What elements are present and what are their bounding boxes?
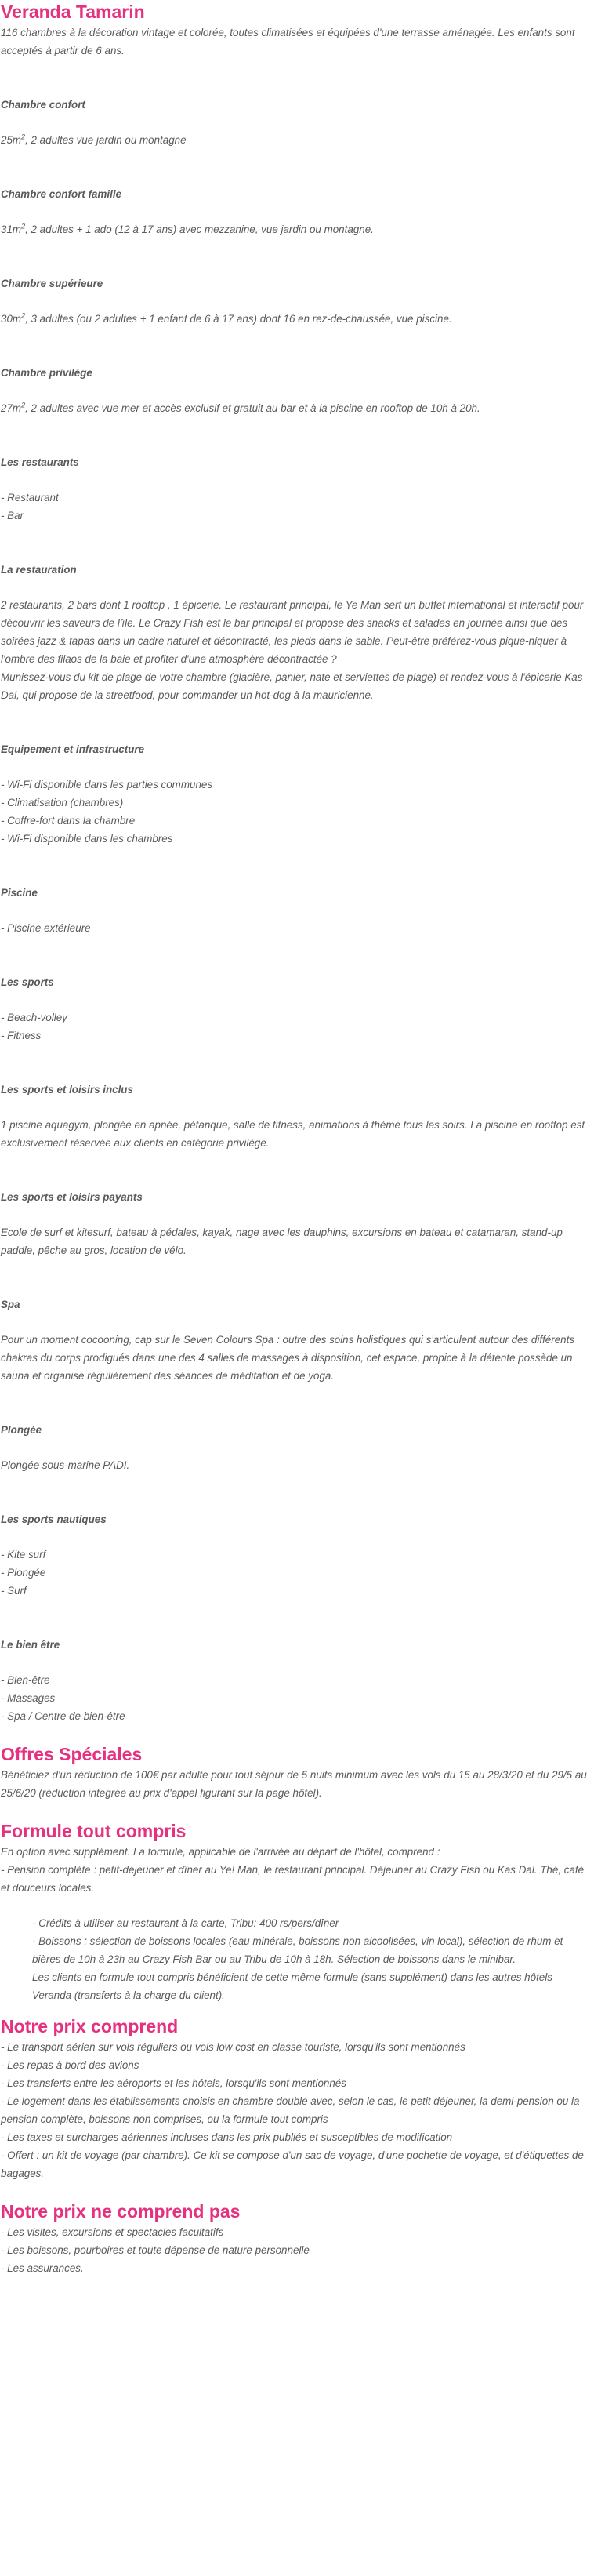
list-item: - Bar — [1, 510, 24, 521]
room-title: Chambre supérieure — [1, 278, 103, 289]
section-text: Plongée sous-marine PADI. — [1, 1459, 130, 1471]
list-item: - Fitness — [1, 1030, 42, 1041]
bien-etre-list — [1, 1671, 592, 1725]
section-title: Spa — [1, 1299, 20, 1310]
room-desc: $25m^2$, 2 adultes vue jardin ou montagne — [1, 133, 187, 146]
equipement-section — [1, 740, 592, 848]
comprend-list — [1, 2038, 592, 2182]
restauration-text: 2 restaurants, 2 bars dont 1 rooftop , 1 épicerie. Le restaurant principal, le Ye Man sert un buffet international et interactif pour découvrir les saveurs de l'île. Le Crazy Fish est le bar principal et propose des snacks et salades en journée ainsi que des soirées jazz & tapas dans un cadre naturel et décontracté, les pieds dans le sable. Peut-être préférez-vous pique-niquer à l'ombre des filaos de la baie et profiter d'une atmosphère décontractée ? — [1, 599, 584, 665]
section-text: 1 piscine aquagym, plongée en apnée, pétanque, salle de fitness, animations à thème tous les soirs. La piscine en rooftop est exclusivement réservée aux clients en catégorie privilège. — [1, 1119, 585, 1149]
section-title: Les sports et loisirs inclus — [1, 1084, 133, 1095]
sports-list — [1, 1008, 592, 1045]
list-item: - Coffre-fort dans la chambre — [1, 815, 136, 827]
section-title: Le bien être — [1, 1639, 60, 1651]
list-item: - Piscine extérieure — [1, 922, 91, 934]
list-item: - Beach-volley — [1, 1012, 67, 1023]
ne-comprend-title: Notre prix ne comprend pas — [1, 2201, 241, 2222]
list-item: - Kite surf — [1, 1549, 46, 1560]
list-item: - Bien-être — [1, 1674, 50, 1686]
formule-details — [1, 1914, 592, 2004]
ne-comprend-list — [1, 2223, 592, 2277]
formule-line: En option avec supplément. La formule, applicable de l'arrivée au départ de l'hôtel, comprend : — [1, 1846, 440, 1858]
formule-detail: - Crédits à utiliser au restaurant à la carte, Tribu: 400 rs/pers/dîner — [32, 1917, 339, 1929]
list-item: - Wi-Fi disponible dans les chambres — [1, 833, 173, 845]
nautiques-list — [1, 1546, 592, 1600]
list-item: - Surf — [1, 1585, 27, 1597]
formule-detail: - Boissons : sélection de boissons locales (eau minérale, boissons non alcoolisées, vin local), sélection de rhum et bières de 10h à 23h au Crazy Fish Bar ou au Tribu de 10h à 18h. Sélection de boissons dans le minibar. — [32, 1935, 563, 1965]
nautiques-section — [1, 1510, 592, 1600]
sports-inclus-section — [1, 1081, 592, 1152]
list-item: - Plongée — [1, 1567, 46, 1579]
ne-comprend-section — [1, 2200, 592, 2277]
sports-payants-section — [1, 1188, 592, 1259]
hotel-title: Veranda Tamarin — [1, 2, 145, 22]
section-text: Bénéficiez d'un réduction de 100€ par adulte pour tout séjour de 5 nuits minimum avec les vols du 15 au 28/3/20 et du 29/5 au 25/6/20 (réduction integrée au prix d'appel figurant sur la page hôtel). — [1, 1769, 587, 1799]
section-title: Les sports — [1, 976, 54, 988]
comprend-section — [1, 2015, 592, 2182]
list-item: - Les taxes et surcharges aériennes incluses dans les prix publiés et susceptibles de modification — [1, 2131, 453, 2143]
list-item: - Offert : un kit de voyage (par chambre). Ce kit se compose d'un sac de voyage, d'une pochette de voyage, et d'étiquettes de bagages. — [1, 2149, 584, 2179]
list-item: - Le transport aérien sur vols réguliers ou vols low cost en classe touriste, lorsqu'ils sont mentionnés — [1, 2041, 465, 2053]
section-text: Ecole de surf et kitesurf, bateau à pédales, kayak, nage avec les dauphins, excursions en bateau et catamaran, stand-up paddle, pêche au gros, location de vélo. — [1, 1226, 563, 1256]
room-desc: $31m^2$, 2 adultes + 1 ado (12 à 17 ans) avec mezzanine, vue jardin ou montagne. — [1, 222, 374, 235]
room-title: Chambre confort — [1, 99, 85, 111]
bien-etre-section — [1, 1636, 592, 1725]
section-title: Plongée — [1, 1424, 42, 1436]
list-item: - Wi-Fi disponible dans les parties communes — [1, 779, 213, 790]
section-title: Les sports nautiques — [1, 1513, 107, 1525]
restauration-section — [1, 561, 592, 704]
piscine-section — [1, 884, 592, 937]
list-item: - Climatisation (chambres) — [1, 797, 124, 808]
sports-section — [1, 973, 592, 1045]
spa-section — [1, 1295, 592, 1385]
list-item: - Les transferts entre les aéroports et les hôtels, lorsqu'ils sont mentionnés — [1, 2077, 346, 2089]
list-item: - Restaurant — [1, 492, 59, 503]
room-confort — [1, 96, 592, 149]
formule-detail: Les clients en formule tout compris bénéficient de cette même formule (sans supplément) dans les autres hôtels Veranda (transferts à la charge du client). — [32, 1971, 552, 2001]
restaurants-list — [1, 489, 592, 525]
list-item: - Les repas à bord des avions — [1, 2059, 139, 2071]
section-text: Pour un moment cocooning, cap sur le Seven Colours Spa : outre des soins holistiques qui s'articulent autour des différents chakras du corps prodigués dans une des 4 salles de massages à disposition, cet espace, propice à la détente possède un sauna et organise régulièrement des séances de méditation et de yoga. — [1, 1334, 575, 1382]
section-title: Piscine — [1, 887, 38, 899]
room-confort-famille — [1, 185, 592, 238]
formule-section — [1, 1819, 592, 2004]
room-desc: $27m^2$, 2 adultes avec vue mer et accès exclusif et gratuit au bar et à la piscine en rooftop de 10h à 20h. — [1, 401, 480, 414]
restauration-text: Munissez-vous du kit de plage de votre chambre (glacière, panier, nate et serviettes de plage) et rendez-vous à l'épicerie Kas Dal, qui propose de la streetfood, pour commander un hot-dog à la mauricienne. — [1, 671, 583, 701]
room-title: Chambre confort famille — [1, 188, 122, 200]
list-item: - Le logement dans les établissements choisis en chambre double avec, selon le cas, le petit déjeuner, la demi-pension ou la pension complète, boissons non comprises, ou la formule tout compris — [1, 2095, 580, 2125]
list-item: - Massages — [1, 1692, 56, 1704]
list-item: - Les assurances. — [1, 2262, 84, 2274]
hotel-intro: 116 chambres à la décoration vintage et colorée, toutes climatisées et équipées d'une terrasse aménagée. Les enfants sont acceptés à partir de 6 ans. — [1, 27, 575, 56]
comprend-title: Notre prix comprend — [1, 2016, 179, 2036]
room-desc: $30m^2$, 3 adultes (ou 2 adultes + 1 enfant de 6 à 17 ans) dont 16 en rez-de-chaussée, vue piscine. — [1, 311, 452, 325]
offres-title: Offres Spéciales — [1, 1744, 143, 1764]
list-item: - Spa / Centre de bien-être — [1, 1710, 125, 1722]
room-superieure — [1, 274, 592, 328]
formule-line: - Pension complète : petit-déjeuner et dîner au Ye! Man, le restaurant principal. Déjeuner au Crazy Fish ou Kas Dal. Thé, café et douceurs locales. — [1, 1864, 585, 1894]
section-title: Les restaurants — [1, 456, 79, 468]
equipement-list — [1, 776, 592, 848]
section-title: Les sports et loisirs payants — [1, 1191, 143, 1203]
section-title: Equipement et infrastructure — [1, 743, 145, 755]
offres-section — [1, 1742, 592, 1802]
restaurants-section — [1, 453, 592, 525]
room-title: Chambre privilège — [1, 367, 92, 379]
section-title: La restauration — [1, 564, 77, 576]
list-item: - Les visites, excursions et spectacles facultatifs — [1, 2226, 224, 2238]
plongee-section — [1, 1421, 592, 1474]
room-privilege — [1, 364, 592, 417]
list-item: - Les boissons, pourboires et toute dépense de nature personnelle — [1, 2244, 310, 2256]
piscine-list — [1, 919, 592, 937]
formule-title: Formule tout compris — [1, 1821, 187, 1841]
